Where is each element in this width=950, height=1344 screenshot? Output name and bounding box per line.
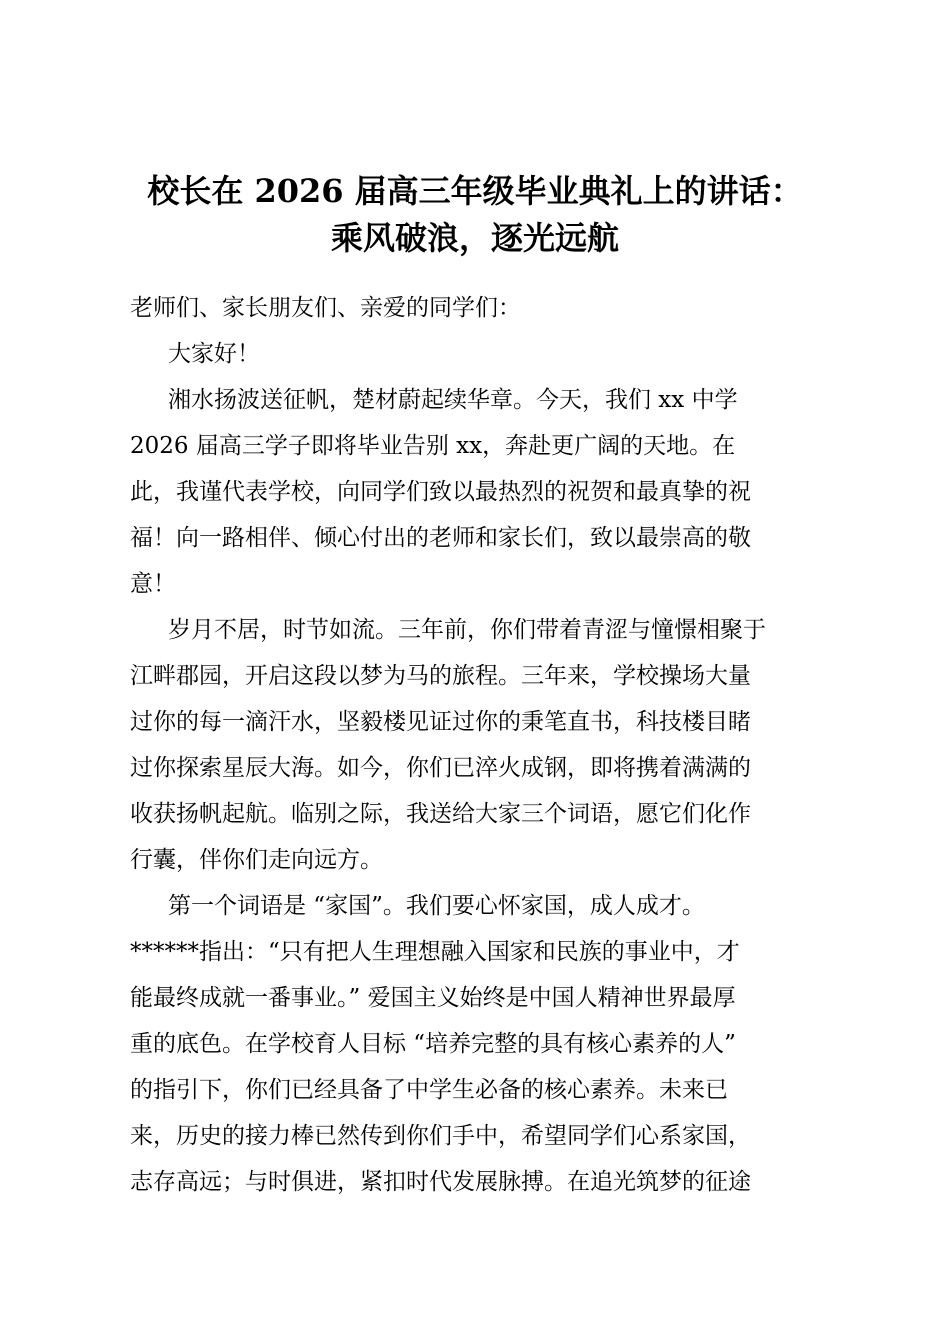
salutation: 老师们、家长朋友们、亲爱的同学们： (130, 295, 521, 321)
paragraph-line: 第一个词语是 “家国”。我们要心怀家国，成人成才。 (168, 893, 705, 919)
paragraph-line: 过你探索星辰大海。如今，你们已淬火成钢，即将携着满满的 (130, 755, 751, 781)
paragraph-line: 2026 届高三学子即将毕业告别 xx，奔赴更广阔的天地。在 (130, 433, 736, 459)
paragraph-line: 岁月不居，时节如流。三年前，你们带着青涩与憧憬相聚于 (168, 617, 766, 643)
paragraph-line: 此，我谨代表学校，向同学们致以最热烈的祝贺和最真挚的祝 (130, 479, 751, 505)
paragraph-line: 过你的每一滴汗水，坚毅楼见证过你的秉笔直书，科技楼目睹 (130, 709, 751, 735)
paragraph-line: 的指引下，你们已经具备了中学生必备的核心素养。未来已 (130, 1077, 728, 1103)
paragraph-line: 来，历史的接力棒已然传到你们手中，希望同学们心系家国， (130, 1123, 751, 1149)
greeting: 大家好！ (168, 341, 260, 367)
paragraph-line: 行囊，伴你们走向远方。 (130, 847, 383, 873)
paragraph-line: 志存高远；与时俱进，紧扣时代发展脉搏。在追光筑梦的征途 (130, 1169, 751, 1195)
paragraph-line: 重的底色。在学校育人目标 “培养完整的具有核心素养的人” (130, 1031, 736, 1057)
paragraph-line: 湘水扬波送征帆，楚材蔚起续华章。今天，我们 xx 中学 (168, 387, 738, 413)
paragraph-line: ******指出：“只有把人生理想融入国家和民族的事业中，才 (130, 939, 740, 965)
paragraph-3 (130, 883, 830, 1205)
paragraph-1 (130, 377, 830, 607)
paragraph-line: 能最终成就一番事业。” 爱国主义始终是中国人精神世界最厚 (130, 985, 736, 1011)
paragraph-line: 意！ (130, 571, 176, 597)
paragraph-2 (130, 607, 830, 883)
paragraph-line: 福！向一路相伴、倾心付出的老师和家长们，致以最崇高的敬 (130, 525, 751, 551)
document-body (130, 285, 830, 1205)
paragraph-line: 收获扬帆起航。临别之际，我送给大家三个词语，愿它们化作 (130, 801, 751, 827)
paragraph-line: 江畔郡园，开启这段以梦为马的旅程。三年来，学校操场大量 (130, 663, 751, 689)
document-title-line-1: 校长在 2026 届高三年级毕业典礼上的讲话： (147, 172, 803, 210)
document-title-line-2: 乘风破浪，逐光远航 (330, 219, 619, 257)
